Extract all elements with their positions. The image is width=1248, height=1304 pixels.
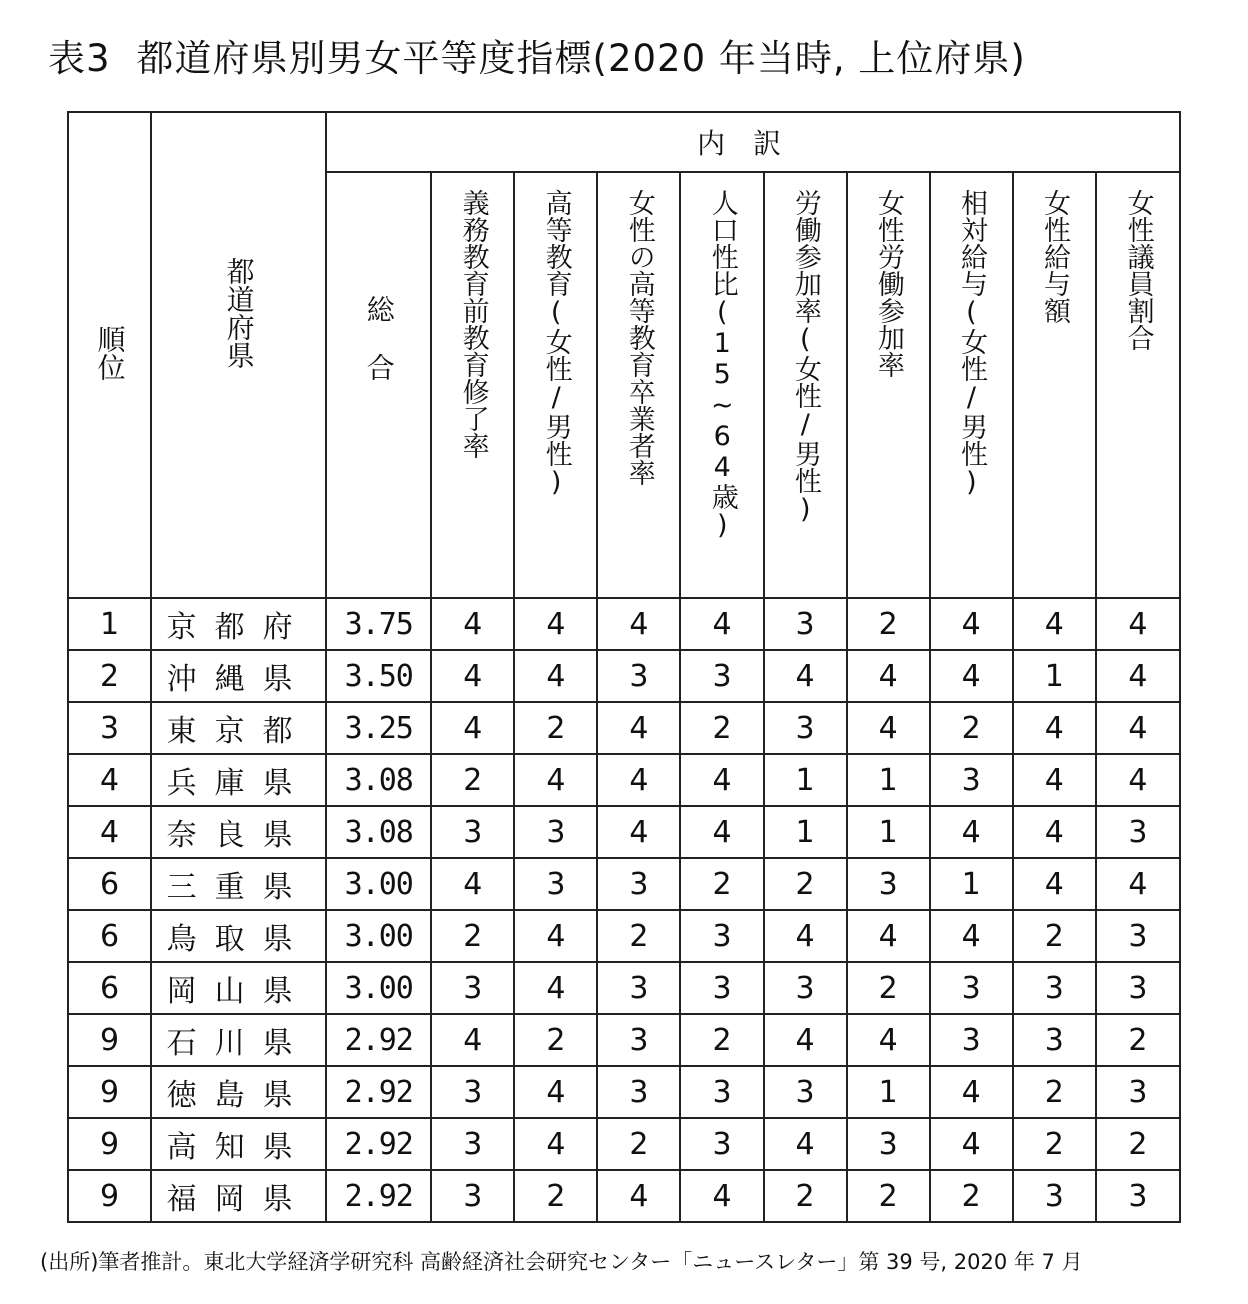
score-cell: 3: [514, 858, 597, 910]
score-cell: 4: [847, 650, 930, 702]
score-cell: 4: [930, 598, 1013, 650]
score-cell: 4: [930, 1118, 1013, 1170]
score-cell: 4: [597, 754, 680, 806]
total-score-cell: 2.92: [326, 1170, 431, 1222]
score-cell: 4: [597, 806, 680, 858]
total-score-cell: 3.00: [326, 858, 431, 910]
score-cell: 3: [764, 1066, 847, 1118]
total-score-cell: 3.50: [326, 650, 431, 702]
score-cell: 4: [597, 1170, 680, 1222]
score-cell: 4: [764, 1118, 847, 1170]
score-cell: 3: [597, 1066, 680, 1118]
rank-cell: 6: [68, 910, 151, 962]
score-cell: 2: [514, 1170, 597, 1222]
col-header-4: 労働参加率(女性/男性): [764, 172, 847, 598]
score-cell: 3: [597, 1014, 680, 1066]
score-cell: 4: [930, 1066, 1013, 1118]
total-score-cell: 2.92: [326, 1014, 431, 1066]
score-cell: 4: [847, 1014, 930, 1066]
table-row: [68, 806, 1180, 858]
score-cell: 1: [847, 1066, 930, 1118]
score-cell: 4: [1096, 858, 1180, 910]
score-cell: 4: [764, 650, 847, 702]
col-header-1: 高等教育(女性/男性): [514, 172, 597, 598]
table-row: [68, 754, 1180, 806]
table-row: [68, 650, 1180, 702]
score-cell: 2: [1096, 1014, 1180, 1066]
prefecture-cell: 高知県: [151, 1118, 326, 1170]
score-cell: 4: [1013, 598, 1096, 650]
score-cell: 4: [1096, 598, 1180, 650]
score-cell: 3: [1096, 806, 1180, 858]
score-cell: 3: [431, 1170, 514, 1222]
score-cell: 3: [764, 962, 847, 1014]
score-cell: 4: [514, 1118, 597, 1170]
score-cell: 4: [514, 1066, 597, 1118]
col-header-0: 義務教育前教育修了率: [431, 172, 514, 598]
score-cell: 2: [680, 1014, 763, 1066]
rank-cell: 1: [68, 598, 151, 650]
table-row: [68, 910, 1180, 962]
score-cell: 4: [597, 702, 680, 754]
table-row: [68, 598, 1180, 650]
score-cell: 4: [930, 806, 1013, 858]
score-cell: 3: [431, 1118, 514, 1170]
col-header-6: 相対給与(女性/男性): [930, 172, 1013, 598]
score-cell: 3: [680, 962, 763, 1014]
score-cell: 4: [514, 962, 597, 1014]
score-cell: 2: [514, 702, 597, 754]
score-cell: 2: [930, 1170, 1013, 1222]
prefecture-cell: 福岡県: [151, 1170, 326, 1222]
score-cell: 4: [680, 754, 763, 806]
score-cell: 4: [764, 910, 847, 962]
rank-cell: 6: [68, 962, 151, 1014]
score-cell: 2: [1096, 1118, 1180, 1170]
prefecture-cell: 岡山県: [151, 962, 326, 1014]
table-number: 表3: [48, 37, 111, 80]
score-cell: 3: [514, 806, 597, 858]
score-cell: 2: [847, 598, 930, 650]
rank-cell: 9: [68, 1170, 151, 1222]
prefecture-cell: 三重県: [151, 858, 326, 910]
score-cell: 4: [680, 598, 763, 650]
score-cell: 2: [597, 1118, 680, 1170]
score-cell: 3: [680, 650, 763, 702]
prefecture-header: 都道府県: [151, 112, 326, 598]
score-cell: 3: [680, 910, 763, 962]
score-cell: 3: [930, 1014, 1013, 1066]
table-title-text: 都道府県別男女平等度指標(2020 年当時, 上位府県): [136, 37, 1026, 80]
score-cell: 4: [1013, 754, 1096, 806]
score-cell: 3: [680, 1118, 763, 1170]
table-row: [68, 1118, 1180, 1170]
total-score-cell: 3.00: [326, 962, 431, 1014]
score-cell: 3: [1096, 962, 1180, 1014]
score-cell: 2: [431, 754, 514, 806]
source-note: (出所)筆者推計。東北大学経済学研究科 高齢経済社会研究センター「ニュースレター」第 39 号, 2020 年 7 月: [40, 1250, 1083, 1274]
score-cell: 2: [680, 702, 763, 754]
score-cell: 4: [1013, 806, 1096, 858]
table-row: [68, 702, 1180, 754]
score-cell: 2: [1013, 910, 1096, 962]
score-cell: 4: [431, 702, 514, 754]
score-cell: 2: [514, 1014, 597, 1066]
score-cell: 1: [847, 754, 930, 806]
prefecture-cell: 徳島県: [151, 1066, 326, 1118]
score-cell: 3: [847, 1118, 930, 1170]
score-cell: 3: [597, 650, 680, 702]
score-cell: 3: [431, 1066, 514, 1118]
table-body: [68, 598, 1180, 1222]
score-cell: 4: [1013, 858, 1096, 910]
score-cell: 4: [514, 650, 597, 702]
total-score-cell: 2.92: [326, 1118, 431, 1170]
score-cell: 4: [1096, 650, 1180, 702]
table-row: [68, 1066, 1180, 1118]
score-cell: 3: [1013, 1014, 1096, 1066]
score-cell: 4: [597, 598, 680, 650]
score-cell: 4: [680, 1170, 763, 1222]
rank-cell: 3: [68, 702, 151, 754]
rank-cell: 4: [68, 806, 151, 858]
score-cell: 3: [1096, 910, 1180, 962]
rank-cell: 9: [68, 1014, 151, 1066]
score-cell: 4: [930, 910, 1013, 962]
score-cell: 4: [764, 1014, 847, 1066]
prefecture-cell: 兵庫県: [151, 754, 326, 806]
score-cell: 3: [764, 702, 847, 754]
score-cell: 3: [1013, 1170, 1096, 1222]
score-cell: 3: [597, 962, 680, 1014]
score-cell: 4: [847, 910, 930, 962]
score-cell: 2: [597, 910, 680, 962]
prefecture-cell: 鳥取県: [151, 910, 326, 962]
score-cell: 2: [930, 702, 1013, 754]
rank-header: 順位: [68, 112, 151, 598]
total-score-cell: 3.75: [326, 598, 431, 650]
score-cell: 3: [930, 754, 1013, 806]
score-cell: 2: [764, 858, 847, 910]
score-cell: 3: [847, 858, 930, 910]
score-cell: 4: [847, 702, 930, 754]
total-header: 総合: [326, 172, 431, 598]
prefecture-cell: 東京都: [151, 702, 326, 754]
score-cell: 3: [597, 858, 680, 910]
score-cell: 3: [1096, 1066, 1180, 1118]
score-cell: 4: [431, 650, 514, 702]
prefecture-cell: 沖縄県: [151, 650, 326, 702]
score-cell: 4: [431, 858, 514, 910]
table-row: [68, 1170, 1180, 1222]
rank-cell: 9: [68, 1118, 151, 1170]
col-header-8: 女性議員割合: [1096, 172, 1180, 598]
score-cell: 4: [431, 598, 514, 650]
table-row: [68, 1014, 1180, 1066]
score-cell: 2: [847, 962, 930, 1014]
score-cell: 3: [1096, 1170, 1180, 1222]
score-cell: 2: [680, 858, 763, 910]
prefecture-cell: 石川県: [151, 1014, 326, 1066]
score-cell: 4: [514, 754, 597, 806]
total-score-cell: 3.08: [326, 754, 431, 806]
col-header-5: 女性労働参加率: [847, 172, 930, 598]
total-score-cell: 2.92: [326, 1066, 431, 1118]
score-cell: 4: [1096, 702, 1180, 754]
total-score-cell: 3.25: [326, 702, 431, 754]
score-cell: 2: [847, 1170, 930, 1222]
rank-cell: 2: [68, 650, 151, 702]
col-header-2: 女性の高等教育卒業者率: [597, 172, 680, 598]
score-cell: 2: [1013, 1066, 1096, 1118]
table-row: [68, 962, 1180, 1014]
col-header-7: 女性給与額: [1013, 172, 1096, 598]
total-score-cell: 3.00: [326, 910, 431, 962]
score-cell: 3: [431, 806, 514, 858]
score-cell: 1: [1013, 650, 1096, 702]
table-title: [48, 28, 1218, 82]
score-cell: 4: [514, 598, 597, 650]
prefecture-cell: 奈良県: [151, 806, 326, 858]
gender-equality-table: [67, 111, 1181, 1223]
score-cell: 3: [764, 598, 847, 650]
breakdown-header: 内訳: [326, 112, 1180, 172]
score-cell: 1: [847, 806, 930, 858]
score-cell: 3: [930, 962, 1013, 1014]
score-cell: 4: [930, 650, 1013, 702]
score-cell: 3: [1013, 962, 1096, 1014]
rank-cell: 9: [68, 1066, 151, 1118]
score-cell: 4: [680, 806, 763, 858]
score-cell: 1: [764, 806, 847, 858]
score-cell: 4: [1096, 754, 1180, 806]
score-cell: 2: [764, 1170, 847, 1222]
score-cell: 4: [514, 910, 597, 962]
total-score-cell: 3.08: [326, 806, 431, 858]
prefecture-cell: 京都府: [151, 598, 326, 650]
col-header-3: 人口性比(15~64歳): [680, 172, 763, 598]
score-cell: 2: [431, 910, 514, 962]
score-cell: 2: [1013, 1118, 1096, 1170]
table-row: [68, 858, 1180, 910]
score-cell: 1: [930, 858, 1013, 910]
score-cell: 4: [431, 1014, 514, 1066]
score-cell: 4: [1013, 702, 1096, 754]
score-cell: 3: [431, 962, 514, 1014]
score-cell: 1: [764, 754, 847, 806]
score-cell: 3: [680, 1066, 763, 1118]
rank-cell: 6: [68, 858, 151, 910]
rank-cell: 4: [68, 754, 151, 806]
